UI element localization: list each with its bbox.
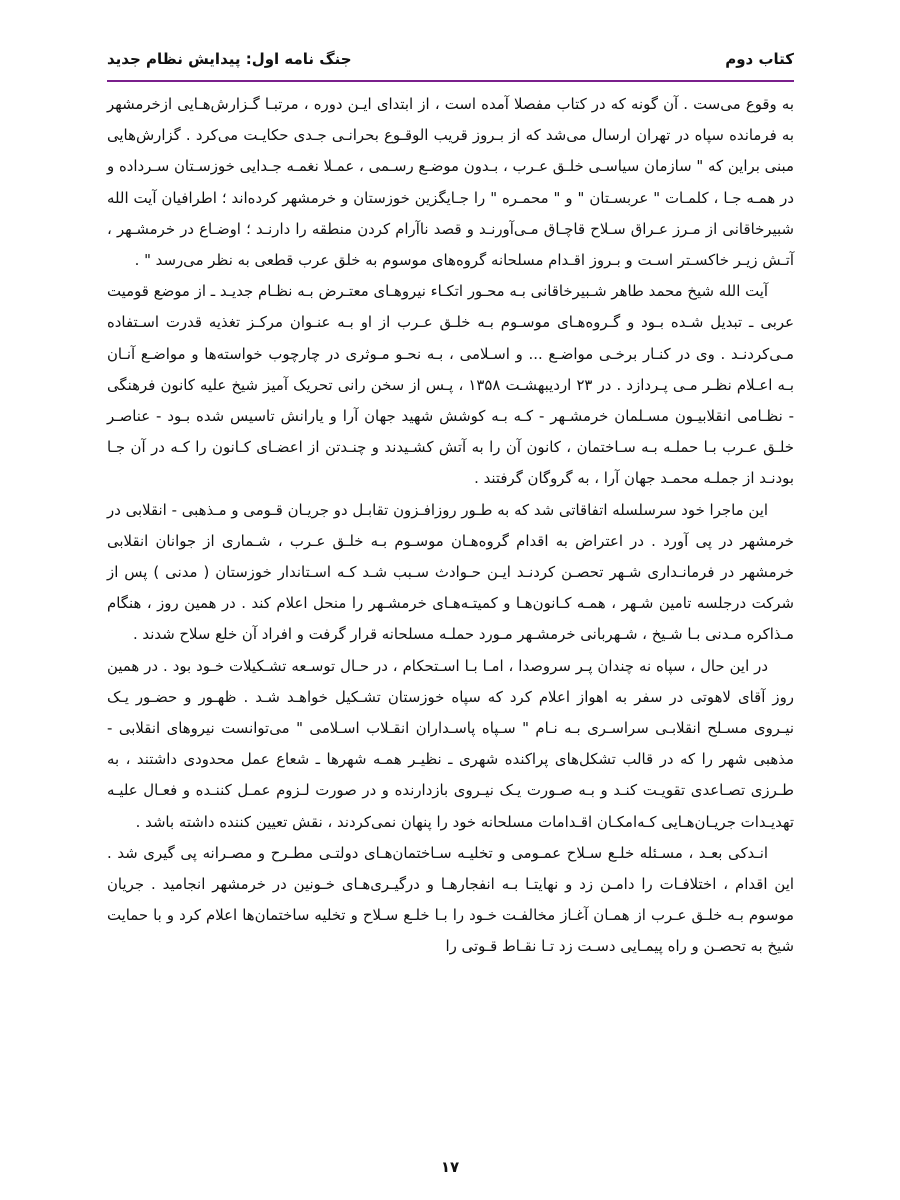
chapter-title: جنگ نامه اول: پیدایش نظام جدید (107, 50, 352, 68)
page-number: ۱۷ (440, 1158, 460, 1176)
paragraph-3: این ماجرا خود سرسلسله اتفاقاتی شد که به طـور روزافـزون تقابـل دو جریـان قـومی و مـذهبی - انقلابی در خرمشهر در پی آورد . در اعتراض به اقدام گروه‌هـان موسـوم بـه خلـق عـرب ، شـماری از جوانان انقلابی خرمشهر در فرمانـداری شـهر تحصـن کردنـد ایـن حـوادث سـبب شـد کـه اسـتاندار خوزستان ( مدنی ) پس از شرکت درجلسه تامین شـهر ، همـه کـانون‌هـا و کمیتـه‌هـای خرمشـهر را منحل اعلام کند . در همین روز ، هنگام مـذاکره مـدنی بـا شـیخ ، شـهربانی خرمشـهر مـورد حملـه مسلحانه قرار گرفت و افراد آن خلع سلاح شدند . (107, 500, 794, 644)
running-header (107, 46, 794, 82)
paragraph-1: به وقوع می‌ست . آن گونه که در کتاب مفصلا آمده است ، از ابتدای ایـن دوره ، مرتبـا گـزارش‌هـایی ازخرمشهر به فرمانده سپاه در تهران ارسال می‌شد که از بـروز قریب الوقـوع بحرانـی جـدی حکایـت می‌کرد . گزارش‌هایی مبنی براین که " سازمان سیاسـی خلـق عـرب ، بـدون موضـع رسـمی ، عمـلا نغمـه جـدایی خوزسـتان سـرداده و در همـه جـا ، کلمـات " عربسـتان " و " محمـره " را جـایگزین خوزستان و خرمشهر کرده‌اند ؛ اطرافیان آیت الله شبیرخاقانی از مـرز عـراق سـلاح قاچـاق مـی‌آورنـد و قصد ناآرام کردن منطقه را دارنـد ؛ اوضـاع در خرمشـهر ، آتـش زیـر خاکسـتر اسـت و بـروز اقـدام مسلحانه گروه‌های موسوم به خلق عرب قطعی به نظر می‌رسد " . (107, 95, 794, 270)
paragraph-5: انـدکی بعـد ، مسـئله خلـع سـلاح عمـومی و تخلیـه سـاختمان‌هـای دولتـی مطـرح و مصـرانه پی گیری شد . این اقدام ، اختلافـات را دامـن زد و نهایتـا بـه انفجارهـا و درگیـری‌هـای خـونین در خرمشهر انجامید . جریان موسوم بـه خلـق عـرب از همـان آغـاز مخالفـت خـود را بـا خلـع سـلاح و تخلیه ساختمان‌ها اعلام کرد و با حمایت شیخ به تحصـن و راه پیمـایی دسـت زد تـا نقـاط قـوتی را (107, 843, 794, 956)
body-text (107, 89, 794, 963)
header-divider (107, 80, 794, 82)
paragraph-2: آیت الله شیخ محمد طاهر شـبیرخاقانی بـه محـور اتکـاء نیروهـای معتـرض بـه نظـام جدیـد ـ از موضع قومیت عربی ـ تبدیل شـده بـود و گـروه‌هـای موسـوم بـه خلـق عـرب از او بـه عنـوان مرکـز تغذیه قدرت اسـتفاده مـی‌کردنـد . وی در کنـار برخـی مواضـع ... و اسـلامی ، بـه نحـو مـوثری در چارچوب خواسته‌ها و مواضـع آنـان بـه اعـلام نظـر مـی پـردازد . در ۲۳ اردیبهشـت ۱۳۵۸ ، پـس از سخن رانی تحریک آمیز شیخ علیه کانون فرهنگی - نظـامی انقلابیـون مسـلمان خرمشـهر - کـه بـه کوشش شهید جهان آرا و یارانش تاسیس شده بـود - عناصـر خلـق عـرب بـا حملـه بـه سـاختمان ، کانون آن را به آتش کشـیدند و چنـدتن از اعضـای کـانون را کـه در آن جـا بودنـد از جملـه محمـد جهان آرا ، به گروگان گرفتند . (107, 282, 794, 488)
book-title: کتاب دوم (725, 50, 794, 68)
paragraph-4: در این حال ، سپاه نه چندان پـر سروصدا ، امـا بـا اسـتحکام ، در حـال توسـعه تشـکیلات خـود بود . در همین روز آقای لاهوتی در سفر به اهواز اعلام کرد که سپاه خوزستان تشـکیل خواهـد شـد . ظهـور و حضـور یـک نیـروی مسـلح انقلابـی سراسـری بـه نـام " سـپاه پاسـداران انقـلاب اسـلامی " می‌توانست نیروهای انقلابی - مذهبی شهر را که در قالب تشکل‌های پراکنده شهری ـ نظیـر همـه شهرها ـ شعاع عمل محدودی داشتند ، به طـرزی تصـاعدی تقویـت کنـد و بـه صـورت یـک نیـروی بازدارنده و در صورت لـزوم عمـل کننـده و فعـال علیـه تهدیـدات جریـان‌هـایی کـه‌امکـان اقـدامات مسلحانه خود را پنهان نمی‌کردند ، نقش تعیین کننده داشته باشد . (107, 656, 794, 831)
